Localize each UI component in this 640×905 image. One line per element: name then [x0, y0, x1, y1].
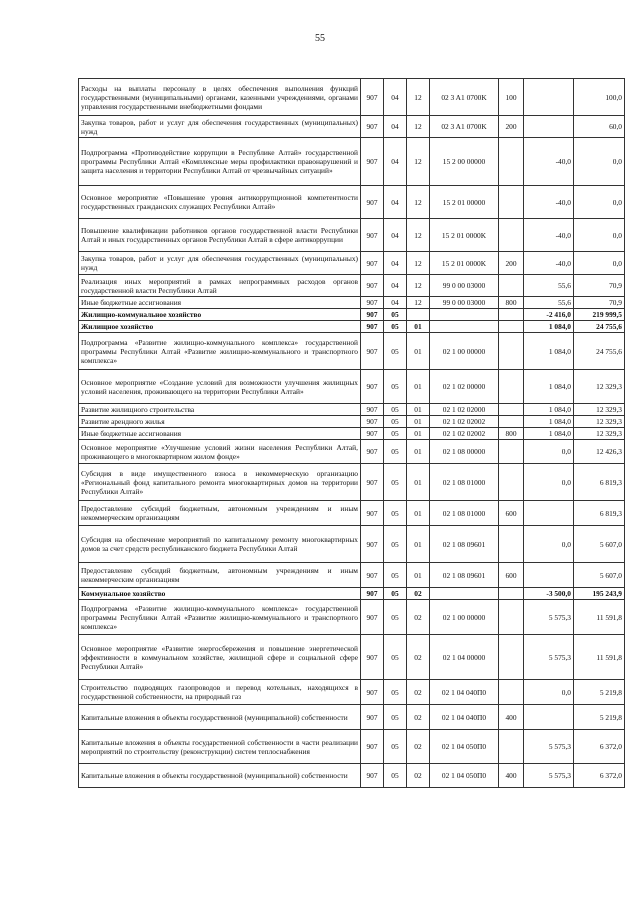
section-code: 04 — [384, 219, 407, 252]
section-code: 05 — [384, 464, 407, 501]
total-amount: 0,0 — [574, 219, 625, 252]
row-description: Капитальные вложения в объекты государственной (муниципальной) собственности — [79, 705, 361, 730]
ministry-code: 907 — [361, 219, 384, 252]
section-code: 05 — [384, 600, 407, 635]
table-row — [79, 526, 625, 563]
section-code: 05 — [384, 440, 407, 464]
target-article-code: 02 1 08 09601 — [430, 563, 499, 588]
expense-type-code — [499, 309, 524, 321]
total-amount: 0,0 — [574, 252, 625, 275]
section-code: 05 — [384, 563, 407, 588]
ministry-code: 907 — [361, 428, 384, 440]
subsection-code: 02 — [407, 730, 430, 764]
table-row — [79, 501, 625, 526]
subsection-code: 12 — [407, 79, 430, 116]
expense-type-code — [499, 588, 524, 600]
ministry-code: 907 — [361, 79, 384, 116]
expense-type-code: 200 — [499, 252, 524, 275]
ministry-code: 907 — [361, 563, 384, 588]
expense-type-code: 400 — [499, 764, 524, 788]
ministry-code: 907 — [361, 333, 384, 370]
section-code: 05 — [384, 416, 407, 428]
change-amount: 5 575,3 — [524, 600, 574, 635]
change-amount: 1 084,0 — [524, 404, 574, 416]
expense-type-code — [499, 404, 524, 416]
ministry-code: 907 — [361, 440, 384, 464]
expense-type-code: 400 — [499, 705, 524, 730]
change-amount: 0,0 — [524, 526, 574, 563]
change-amount: 1 084,0 — [524, 321, 574, 333]
section-code: 05 — [384, 321, 407, 333]
ministry-code: 907 — [361, 526, 384, 563]
subsection-code: 12 — [407, 275, 430, 297]
subsection-code: 12 — [407, 219, 430, 252]
change-amount — [524, 501, 574, 526]
budget-table-body — [79, 79, 625, 788]
target-article-code: 15 2 00 00000 — [430, 138, 499, 186]
row-description: Субсидия в виде имущественного взноса в некоммерческую организацию «Региональный фонд капитального ремонта многоквартирных домов на территории Республики Алтай» — [79, 464, 361, 501]
table-row — [79, 309, 625, 321]
target-article-code: 02 1 04 050П0 — [430, 764, 499, 788]
target-article-code: 02 1 02 02002 — [430, 428, 499, 440]
row-description: Коммунальное хозяйство — [79, 588, 361, 600]
target-article-code: 02 1 00 00000 — [430, 600, 499, 635]
ministry-code: 907 — [361, 501, 384, 526]
section-code: 05 — [384, 501, 407, 526]
ministry-code: 907 — [361, 370, 384, 404]
ministry-code: 907 — [361, 186, 384, 219]
expense-type-code: 600 — [499, 563, 524, 588]
subsection-code — [407, 309, 430, 321]
subsection-code: 01 — [407, 321, 430, 333]
total-amount: 6 372,0 — [574, 764, 625, 788]
target-article-code: 99 0 00 03000 — [430, 297, 499, 309]
table-row — [79, 705, 625, 730]
subsection-code: 12 — [407, 138, 430, 186]
expense-type-code: 100 — [499, 79, 524, 116]
row-description: Капитальные вложения в объекты государственной собственности в части реализации мероприятий по строительству (реконструкции) систем теплоснабжения — [79, 730, 361, 764]
ministry-code: 907 — [361, 600, 384, 635]
target-article-code: 02 1 04 040П0 — [430, 680, 499, 705]
table-row — [79, 600, 625, 635]
section-code: 05 — [384, 526, 407, 563]
ministry-code: 907 — [361, 116, 384, 138]
subsection-code: 02 — [407, 705, 430, 730]
row-description: Иные бюджетные ассигнования — [79, 428, 361, 440]
target-article-code: 02 1 02 02002 — [430, 416, 499, 428]
expense-type-code — [499, 440, 524, 464]
row-description: Основное мероприятие «Повышение уровня антикоррупционной компетентности государственных гражданских служащих Республики Алтай» — [79, 186, 361, 219]
expense-type-code — [499, 464, 524, 501]
expense-type-code — [499, 730, 524, 764]
ministry-code: 907 — [361, 764, 384, 788]
expense-type-code — [499, 219, 524, 252]
subsection-code: 01 — [407, 370, 430, 404]
section-code: 04 — [384, 138, 407, 186]
total-amount: 11 591,8 — [574, 635, 625, 680]
section-code: 04 — [384, 186, 407, 219]
expense-type-code: 800 — [499, 428, 524, 440]
section-code: 05 — [384, 705, 407, 730]
ministry-code: 907 — [361, 680, 384, 705]
row-description: Жилищно-коммунальное хозяйство — [79, 309, 361, 321]
subsection-code: 01 — [407, 333, 430, 370]
row-description: Подпрограмма «Развитие жилищно-коммунального комплекса» государственной программы Республики Алтай «Развитие жилищно-коммунального и транспортного комплекса» — [79, 600, 361, 635]
total-amount: 5 607,0 — [574, 563, 625, 588]
total-amount: 12 329,3 — [574, 370, 625, 404]
change-amount: 5 575,3 — [524, 730, 574, 764]
section-code: 05 — [384, 680, 407, 705]
section-code: 05 — [384, 635, 407, 680]
target-article-code: 02 1 08 01000 — [430, 501, 499, 526]
change-amount: -3 500,0 — [524, 588, 574, 600]
ministry-code: 907 — [361, 588, 384, 600]
expense-type-code — [499, 600, 524, 635]
total-amount: 6 372,0 — [574, 730, 625, 764]
expense-type-code: 600 — [499, 501, 524, 526]
total-amount: 219 999,5 — [574, 309, 625, 321]
subsection-code: 12 — [407, 297, 430, 309]
change-amount: 0,0 — [524, 464, 574, 501]
expense-type-code — [499, 635, 524, 680]
total-amount: 5 219,8 — [574, 705, 625, 730]
target-article-code: 02 1 04 040П0 — [430, 705, 499, 730]
total-amount: 195 243,9 — [574, 588, 625, 600]
budget-table — [78, 78, 625, 788]
total-amount: 0,0 — [574, 186, 625, 219]
target-article-code: 99 0 00 03000 — [430, 275, 499, 297]
table-row — [79, 440, 625, 464]
change-amount: -40,0 — [524, 219, 574, 252]
total-amount: 5 607,0 — [574, 526, 625, 563]
change-amount — [524, 705, 574, 730]
ministry-code: 907 — [361, 416, 384, 428]
total-amount: 12 329,3 — [574, 428, 625, 440]
subsection-code: 02 — [407, 588, 430, 600]
total-amount: 24 755,6 — [574, 321, 625, 333]
ministry-code: 907 — [361, 730, 384, 764]
ministry-code: 907 — [361, 275, 384, 297]
row-description: Закупка товаров, работ и услуг для обеспечения государственных (муниципальных) нужд — [79, 252, 361, 275]
expense-type-code — [499, 321, 524, 333]
ministry-code: 907 — [361, 705, 384, 730]
section-code: 05 — [384, 404, 407, 416]
target-article-code: 02 3 A1 0700K — [430, 116, 499, 138]
target-article-code: 02 1 00 00000 — [430, 333, 499, 370]
expense-type-code: 200 — [499, 116, 524, 138]
change-amount: 1 084,0 — [524, 333, 574, 370]
change-amount: 0,0 — [524, 440, 574, 464]
subsection-code: 01 — [407, 428, 430, 440]
expense-type-code — [499, 333, 524, 370]
section-code: 05 — [384, 730, 407, 764]
table-row — [79, 252, 625, 275]
expense-type-code — [499, 138, 524, 186]
subsection-code: 12 — [407, 116, 430, 138]
table-row — [79, 79, 625, 116]
row-description: Развитие жилищного строительства — [79, 404, 361, 416]
row-description: Реализация иных мероприятий в рамках непрограммных расходов органов государственной власти Республики Алтай — [79, 275, 361, 297]
subsection-code: 01 — [407, 404, 430, 416]
total-amount: 12 329,3 — [574, 416, 625, 428]
table-row — [79, 563, 625, 588]
section-code: 05 — [384, 588, 407, 600]
ministry-code: 907 — [361, 138, 384, 186]
total-amount: 0,0 — [574, 138, 625, 186]
subsection-code: 02 — [407, 600, 430, 635]
subsection-code: 12 — [407, 252, 430, 275]
section-code: 05 — [384, 333, 407, 370]
total-amount: 60,0 — [574, 116, 625, 138]
table-row — [79, 333, 625, 370]
row-description: Подпрограмма «Развитие жилищно-коммунального комплекса» государственной программы Республики Алтай «Развитие жилищно-коммунального и транспортного комплекса» — [79, 333, 361, 370]
row-description: Закупка товаров, работ и услуг для обеспечения государственных (муниципальных) нужд — [79, 116, 361, 138]
target-article-code — [430, 588, 499, 600]
row-description: Иные бюджетные ассигнования — [79, 297, 361, 309]
subsection-code: 02 — [407, 764, 430, 788]
subsection-code: 01 — [407, 563, 430, 588]
table-row — [79, 186, 625, 219]
table-row — [79, 680, 625, 705]
change-amount — [524, 79, 574, 116]
target-article-code: 02 1 04 00000 — [430, 635, 499, 680]
expense-type-code: 800 — [499, 297, 524, 309]
total-amount: 6 819,3 — [574, 464, 625, 501]
table-row — [79, 730, 625, 764]
table-row — [79, 635, 625, 680]
expense-type-code — [499, 275, 524, 297]
expense-type-code — [499, 370, 524, 404]
target-article-code: 15 2 01 0000K — [430, 252, 499, 275]
subsection-code: 01 — [407, 464, 430, 501]
change-amount: 1 084,0 — [524, 370, 574, 404]
expense-type-code — [499, 416, 524, 428]
expense-type-code — [499, 526, 524, 563]
table-row — [79, 588, 625, 600]
table-row — [79, 321, 625, 333]
row-description: Субсидия на обеспечение мероприятий по капитальному ремонту многоквартирных домов за счет средств республиканского бюджета Республики Алтай — [79, 526, 361, 563]
section-code: 04 — [384, 116, 407, 138]
target-article-code: 02 1 08 01000 — [430, 464, 499, 501]
change-amount: -40,0 — [524, 138, 574, 186]
subsection-code: 01 — [407, 416, 430, 428]
row-description: Основное мероприятие «Развитие энергосбережения и повышение энергетической эффективности в коммунальном хозяйстве, жилищной сфере и социальной сфере Республики Алтай» — [79, 635, 361, 680]
target-article-code: 02 1 02 00000 — [430, 370, 499, 404]
row-description: Основное мероприятие «Улучшение условий жизни населения Республики Алтай, проживающего в многоквартирном жилом фонде» — [79, 440, 361, 464]
table-row — [79, 116, 625, 138]
table-row — [79, 428, 625, 440]
ministry-code: 907 — [361, 297, 384, 309]
section-code: 04 — [384, 79, 407, 116]
change-amount: -40,0 — [524, 252, 574, 275]
table-row — [79, 370, 625, 404]
section-code: 05 — [384, 309, 407, 321]
row-description: Подпрограмма «Противодействие коррупции в Республике Алтай» государственной программы Республики Алтай «Комплексные меры профилактики правонарушений и защита населения и территории Республики Алтай от чрезвычайных ситуаций» — [79, 138, 361, 186]
row-description: Основное мероприятие «Создание условий для возможности улучшения жилищных условий населения, проживающего на территории Республики Алтай» — [79, 370, 361, 404]
table-row — [79, 219, 625, 252]
target-article-code: 02 1 08 00000 — [430, 440, 499, 464]
row-description: Расходы на выплаты персоналу в целях обеспечения выполнения функций государственными (муниципальными) органами, казенными учреждениями, органами управления государственными внебюджетными фондами — [79, 79, 361, 116]
subsection-code: 01 — [407, 501, 430, 526]
total-amount: 12 329,3 — [574, 404, 625, 416]
ministry-code: 907 — [361, 464, 384, 501]
subsection-code: 01 — [407, 440, 430, 464]
total-amount: 12 426,3 — [574, 440, 625, 464]
ministry-code: 907 — [361, 635, 384, 680]
section-code: 05 — [384, 370, 407, 404]
total-amount: 100,0 — [574, 79, 625, 116]
target-article-code: 15 2 01 0000K — [430, 219, 499, 252]
change-amount: 1 084,0 — [524, 416, 574, 428]
row-description: Повышение квалификации работников органов государственной власти Республики Алтай и иных государственных органов Республики Алтай в сфере антикоррупции — [79, 219, 361, 252]
total-amount: 6 819,3 — [574, 501, 625, 526]
ministry-code: 907 — [361, 321, 384, 333]
table-row — [79, 764, 625, 788]
change-amount: -40,0 — [524, 186, 574, 219]
subsection-code: 01 — [407, 526, 430, 563]
section-code: 04 — [384, 252, 407, 275]
table-row — [79, 138, 625, 186]
change-amount: 1 084,0 — [524, 428, 574, 440]
row-description: Строительство подводящих газопроводов и перевод котельных, находящихся в государственной собственности, на природный газ — [79, 680, 361, 705]
target-article-code — [430, 309, 499, 321]
change-amount: -2 416,0 — [524, 309, 574, 321]
table-row — [79, 297, 625, 309]
section-code: 04 — [384, 275, 407, 297]
subsection-code: 02 — [407, 635, 430, 680]
ministry-code: 907 — [361, 309, 384, 321]
page-number: 55 — [315, 33, 325, 44]
expense-type-code — [499, 186, 524, 219]
ministry-code: 907 — [361, 252, 384, 275]
row-description: Капитальные вложения в объекты государственной (муниципальной) собственности — [79, 764, 361, 788]
change-amount: 5 575,3 — [524, 635, 574, 680]
table-row — [79, 464, 625, 501]
row-description: Предоставление субсидий бюджетным, автономным учреждениям и иным некоммерческим организациям — [79, 563, 361, 588]
ministry-code: 907 — [361, 404, 384, 416]
change-amount: 5 575,3 — [524, 764, 574, 788]
target-article-code: 15 2 01 00000 — [430, 186, 499, 219]
target-article-code: 02 3 A1 0700K — [430, 79, 499, 116]
expense-type-code — [499, 680, 524, 705]
total-amount: 24 755,6 — [574, 333, 625, 370]
row-description: Жилищное хозяйство — [79, 321, 361, 333]
row-description: Развитие арендного жилья — [79, 416, 361, 428]
change-amount — [524, 563, 574, 588]
target-article-code: 02 1 08 09601 — [430, 526, 499, 563]
total-amount: 70,9 — [574, 297, 625, 309]
target-article-code — [430, 321, 499, 333]
section-code: 04 — [384, 297, 407, 309]
target-article-code: 02 1 04 050П0 — [430, 730, 499, 764]
table-row — [79, 416, 625, 428]
section-code: 05 — [384, 428, 407, 440]
section-code: 05 — [384, 764, 407, 788]
change-amount: 55,6 — [524, 275, 574, 297]
change-amount: 55,6 — [524, 297, 574, 309]
total-amount: 70,9 — [574, 275, 625, 297]
total-amount: 5 219,8 — [574, 680, 625, 705]
subsection-code: 02 — [407, 680, 430, 705]
change-amount — [524, 116, 574, 138]
row-description: Предоставление субсидий бюджетным, автономным учреждениям и иным некоммерческим организациям — [79, 501, 361, 526]
target-article-code: 02 1 02 02000 — [430, 404, 499, 416]
subsection-code: 12 — [407, 186, 430, 219]
table-row — [79, 275, 625, 297]
table-row — [79, 404, 625, 416]
change-amount: 0,0 — [524, 680, 574, 705]
total-amount: 11 591,8 — [574, 600, 625, 635]
